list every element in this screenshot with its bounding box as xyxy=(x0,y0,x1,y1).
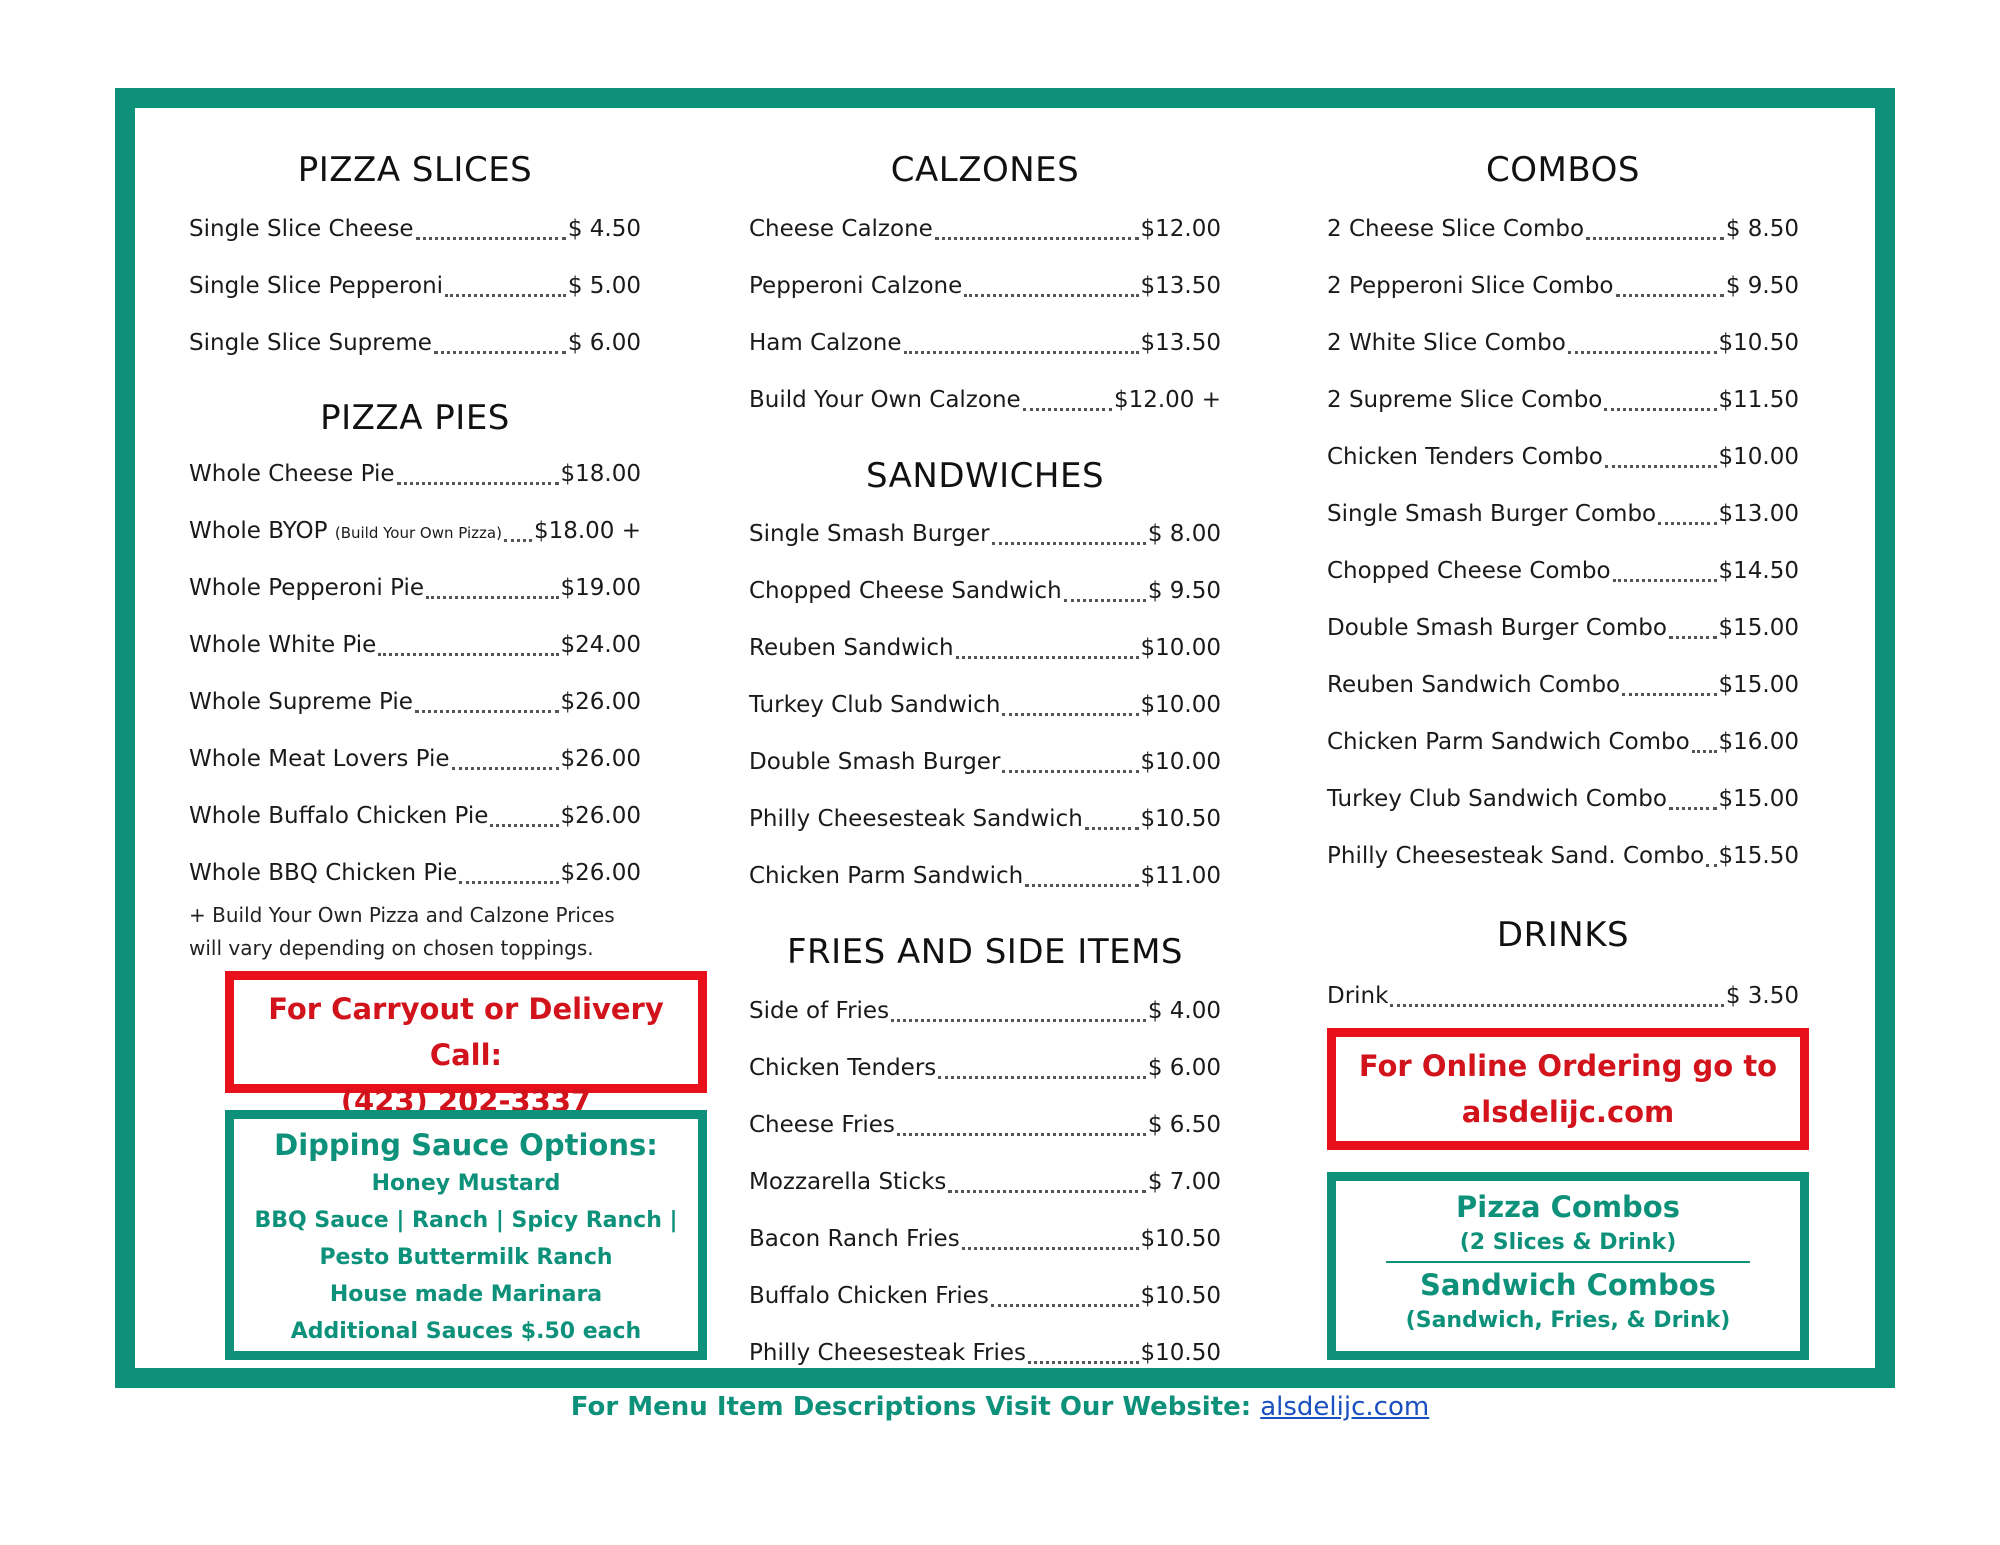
dot-leader xyxy=(1692,730,1717,753)
dot-leader xyxy=(445,274,566,297)
sauce-line: House made Marinara xyxy=(329,1282,603,1307)
online-ordering-line1: For Online Ordering go to xyxy=(1358,1049,1778,1083)
menu-item xyxy=(189,212,641,246)
dot-leader xyxy=(1586,217,1724,240)
item-price: $19.00 xyxy=(560,575,641,601)
item-name: Whole Meat Lovers Pie xyxy=(189,746,450,772)
dot-leader xyxy=(1669,616,1717,639)
item-name: Double Smash Burger xyxy=(749,749,1001,775)
menu-item xyxy=(1327,979,1799,1013)
item-price: $10.50 xyxy=(1140,1226,1221,1252)
item-name: Build Your Own Calzone xyxy=(749,387,1021,413)
dot-leader xyxy=(1605,445,1717,468)
item-price: $26.00 xyxy=(560,860,641,886)
dot-leader xyxy=(935,217,1139,240)
menu-item xyxy=(749,1165,1221,1199)
item-price: $13.50 xyxy=(1140,273,1221,299)
item-price: $11.00 xyxy=(1140,863,1221,889)
menu-item xyxy=(749,802,1221,836)
menu-item xyxy=(1327,611,1799,645)
item-name: Reuben Sandwich Combo xyxy=(1327,672,1621,698)
footer-text: For Menu Item Descriptions Visit Our Website: xyxy=(570,1392,1261,1422)
dot-leader xyxy=(992,522,1146,545)
item-note: (Build Your Own Pizza) xyxy=(334,524,502,542)
item-price: $ 8.50 xyxy=(1725,216,1799,242)
menu-item xyxy=(749,269,1221,303)
item-name: Turkey Club Sandwich Combo xyxy=(1327,786,1667,812)
dot-leader xyxy=(948,1170,1145,1193)
item-price: $10.00 xyxy=(1140,692,1221,718)
pizza-combos-sub: (2 Slices & Drink) xyxy=(1459,1230,1677,1255)
dot-leader xyxy=(1604,388,1716,411)
item-price: $12.00 + xyxy=(1113,387,1221,413)
item-name: Chicken Parm Sandwich xyxy=(749,863,1024,889)
online-ordering-box xyxy=(1327,1028,1809,1150)
menu-item xyxy=(749,1279,1221,1313)
dot-leader xyxy=(962,1227,1139,1250)
dot-leader xyxy=(1669,787,1717,810)
item-price: $ 6.50 xyxy=(1147,1112,1221,1138)
dot-leader xyxy=(397,462,559,485)
item-name: Whole White Pie xyxy=(189,632,377,658)
dipping-sauce-title: Dipping Sauce Options: xyxy=(274,1128,658,1162)
sauce-line: Honey Mustard xyxy=(371,1171,561,1196)
menu-item xyxy=(749,688,1221,722)
item-name: Philly Cheesesteak Fries xyxy=(749,1340,1027,1366)
item-name: Single Smash Burger xyxy=(749,521,990,547)
item-price: $10.50 xyxy=(1718,330,1799,356)
dot-leader xyxy=(1622,673,1716,696)
menu-item xyxy=(189,685,641,719)
menu-item xyxy=(189,742,641,776)
menu-item xyxy=(749,326,1221,360)
sandwiches-heading: SANDWICHES xyxy=(865,456,1105,496)
item-price: $ 8.00 xyxy=(1147,521,1221,547)
item-price: $ 9.50 xyxy=(1725,273,1799,299)
dot-leader xyxy=(1706,844,1716,867)
item-price: $ 5.00 xyxy=(567,273,641,299)
dot-leader xyxy=(1002,750,1138,773)
item-name: Reuben Sandwich xyxy=(749,635,954,661)
dot-leader xyxy=(1658,502,1716,525)
item-price: $18.00 + xyxy=(533,518,641,544)
menu-item xyxy=(189,269,641,303)
item-price: $13.50 xyxy=(1140,330,1221,356)
item-price: $15.00 xyxy=(1718,786,1799,812)
dot-leader xyxy=(490,804,558,827)
phone-number[interactable]: (423) 202-3337 xyxy=(340,1084,592,1118)
menu-item xyxy=(189,856,641,890)
sauce-line: Pesto Buttermilk Ranch xyxy=(319,1245,613,1270)
menu-item xyxy=(1327,554,1799,588)
item-price: $15.50 xyxy=(1718,843,1799,869)
item-name: Single Slice Pepperoni xyxy=(189,273,444,299)
item-price: $10.00 xyxy=(1718,444,1799,470)
item-name: Mozzarella Sticks xyxy=(749,1169,947,1195)
item-name: Chopped Cheese Sandwich xyxy=(749,578,1062,604)
footer xyxy=(0,1392,2000,1422)
menu-item xyxy=(749,994,1221,1028)
menu-item xyxy=(1327,668,1799,702)
dipping-sauce-box xyxy=(225,1110,707,1360)
dot-leader xyxy=(991,1284,1139,1307)
drinks-heading: DRINKS xyxy=(1496,915,1630,955)
item-name: Drink xyxy=(1327,983,1389,1009)
item-price: $13.00 xyxy=(1718,501,1799,527)
menu-frame xyxy=(115,88,1895,1388)
item-price: $12.00 xyxy=(1140,216,1221,242)
menu-item xyxy=(749,1222,1221,1256)
item-price: $11.50 xyxy=(1718,387,1799,413)
item-price: $10.00 xyxy=(1140,635,1221,661)
menu-item xyxy=(749,1051,1221,1085)
dot-leader xyxy=(956,636,1139,659)
item-name: 2 White Slice Combo xyxy=(1327,330,1566,356)
sandwich-combos-sub: (Sandwich, Fries, & Drink) xyxy=(1405,1308,1731,1333)
item-name: 2 Supreme Slice Combo xyxy=(1327,387,1603,413)
menu-item xyxy=(1327,725,1799,759)
item-name: Chicken Tenders Combo xyxy=(1327,444,1603,470)
item-name: Pepperoni Calzone xyxy=(749,273,963,299)
dot-leader xyxy=(378,633,558,656)
item-name: Double Smash Burger Combo xyxy=(1327,615,1667,641)
item-price: $10.50 xyxy=(1140,806,1221,832)
item-name: Side of Fries xyxy=(749,998,890,1024)
item-price: $ 6.00 xyxy=(1147,1055,1221,1081)
dot-leader xyxy=(1613,559,1717,582)
dot-leader xyxy=(1064,579,1146,602)
item-price: $15.00 xyxy=(1718,672,1799,698)
menu-item xyxy=(749,631,1221,665)
byo-note-line2: will vary depending on chosen toppings. xyxy=(189,936,594,960)
item-name: Whole BBQ Chicken Pie xyxy=(189,860,458,886)
item-price: $ 3.50 xyxy=(1725,983,1799,1009)
item-name: 2 Cheese Slice Combo xyxy=(1327,216,1585,242)
fries-heading: FRIES AND SIDE ITEMS xyxy=(786,932,1184,972)
item-name: 2 Pepperoni Slice Combo xyxy=(1327,273,1614,299)
item-price: $ 4.00 xyxy=(1147,998,1221,1024)
sauce-line: Additional Sauces $.50 each xyxy=(290,1319,642,1344)
item-name: Buffalo Chicken Fries xyxy=(749,1283,989,1309)
dot-leader xyxy=(434,331,566,354)
item-name: Whole BYOP (Build Your Own Pizza) xyxy=(189,518,502,544)
menu-item xyxy=(749,1108,1221,1142)
item-name: Turkey Club Sandwich xyxy=(749,692,1001,718)
item-price: $10.00 xyxy=(1140,749,1221,775)
calzones-heading: CALZONES xyxy=(890,150,1080,190)
item-name: Philly Cheesesteak Sandwich xyxy=(749,806,1083,832)
item-name: Chicken Tenders xyxy=(749,1055,937,1081)
item-price: $16.00 xyxy=(1718,729,1799,755)
pizza-slices-heading: PIZZA SLICES xyxy=(297,150,533,190)
item-price: $26.00 xyxy=(560,803,641,829)
item-name: Cheese Calzone xyxy=(749,216,933,242)
dot-leader xyxy=(504,519,532,542)
item-price: $ 6.00 xyxy=(567,330,641,356)
combo-divider xyxy=(1386,1261,1750,1263)
dot-leader xyxy=(1002,693,1138,716)
menu-item xyxy=(189,457,641,491)
dot-leader xyxy=(964,274,1138,297)
menu-item xyxy=(189,514,641,548)
item-name: Single Slice Supreme xyxy=(189,330,432,356)
item-name: Chicken Parm Sandwich Combo xyxy=(1327,729,1690,755)
dot-leader xyxy=(938,1056,1146,1079)
item-name: Philly Cheesesteak Sand. Combo xyxy=(1327,843,1705,869)
item-name: Chopped Cheese Combo xyxy=(1327,558,1611,584)
online-ordering-link[interactable]: alsdelijc.com xyxy=(1461,1095,1675,1129)
item-price: $26.00 xyxy=(560,689,641,715)
menu-item xyxy=(1327,839,1799,873)
menu-item xyxy=(189,799,641,833)
dot-leader xyxy=(1390,984,1723,1007)
dot-leader xyxy=(452,747,559,770)
item-price: $14.50 xyxy=(1718,558,1799,584)
menu-item xyxy=(189,628,641,662)
menu-item xyxy=(749,859,1221,893)
dot-leader xyxy=(415,690,559,713)
item-name: Cheese Fries xyxy=(749,1112,895,1138)
item-name: Ham Calzone xyxy=(749,330,902,356)
item-name: Whole Pepperoni Pie xyxy=(189,575,424,601)
item-price: $26.00 xyxy=(560,746,641,772)
menu-item xyxy=(1327,440,1799,474)
byo-note-line1: + Build Your Own Pizza and Calzone Prices xyxy=(189,903,615,927)
dot-leader xyxy=(1028,1341,1138,1364)
item-name: Single Smash Burger Combo xyxy=(1327,501,1657,527)
menu-item xyxy=(749,745,1221,779)
menu-item xyxy=(1327,782,1799,816)
call-box xyxy=(225,971,707,1118)
menu-item xyxy=(189,571,641,605)
item-price: $24.00 xyxy=(560,632,641,658)
dot-leader xyxy=(1025,864,1138,887)
combos-heading: COMBOS xyxy=(1486,150,1640,190)
item-price: $18.00 xyxy=(560,461,641,487)
dot-leader xyxy=(897,1113,1146,1136)
menu-item xyxy=(1327,212,1799,246)
dot-leader xyxy=(1023,388,1112,411)
item-name: Bacon Ranch Fries xyxy=(749,1226,960,1252)
combo-info-box xyxy=(1327,1172,1809,1360)
sauce-line: BBQ Sauce | Ranch | Spicy Ranch | xyxy=(254,1208,678,1233)
item-price: $10.50 xyxy=(1140,1340,1221,1366)
item-price: $ 7.00 xyxy=(1147,1169,1221,1195)
dot-leader xyxy=(1085,807,1139,830)
menu-item xyxy=(1327,326,1799,360)
pizza-pies-heading: PIZZA PIES xyxy=(320,398,510,438)
item-name: Single Slice Cheese xyxy=(189,216,414,242)
menu-item xyxy=(749,574,1221,608)
sandwich-combos-title: Sandwich Combos xyxy=(1420,1268,1716,1302)
dot-leader xyxy=(891,999,1146,1022)
menu-item xyxy=(749,517,1221,551)
menu-item xyxy=(749,212,1221,246)
dot-leader xyxy=(416,217,566,240)
item-name: Whole Supreme Pie xyxy=(189,689,413,715)
footer-website-link[interactable]: alsdelijc.com xyxy=(1260,1392,1430,1422)
menu-item xyxy=(1327,269,1799,303)
pizza-combos-title: Pizza Combos xyxy=(1456,1190,1680,1224)
dot-leader xyxy=(459,861,558,884)
menu-item xyxy=(1327,383,1799,417)
item-name: Whole Cheese Pie xyxy=(189,461,395,487)
dot-leader xyxy=(1568,331,1717,354)
item-price: $ 9.50 xyxy=(1147,578,1221,604)
menu-item xyxy=(749,1336,1221,1370)
item-price: $ 4.50 xyxy=(567,216,641,242)
item-price: $15.00 xyxy=(1718,615,1799,641)
item-price: $10.50 xyxy=(1140,1283,1221,1309)
menu-item xyxy=(189,326,641,360)
call-box-line1: For Carryout or Delivery Call: xyxy=(268,992,664,1072)
item-name: Whole Buffalo Chicken Pie xyxy=(189,803,489,829)
dot-leader xyxy=(426,576,559,599)
dot-leader xyxy=(1616,274,1724,297)
menu-item xyxy=(1327,497,1799,531)
dot-leader xyxy=(904,331,1139,354)
menu-item xyxy=(749,383,1221,417)
